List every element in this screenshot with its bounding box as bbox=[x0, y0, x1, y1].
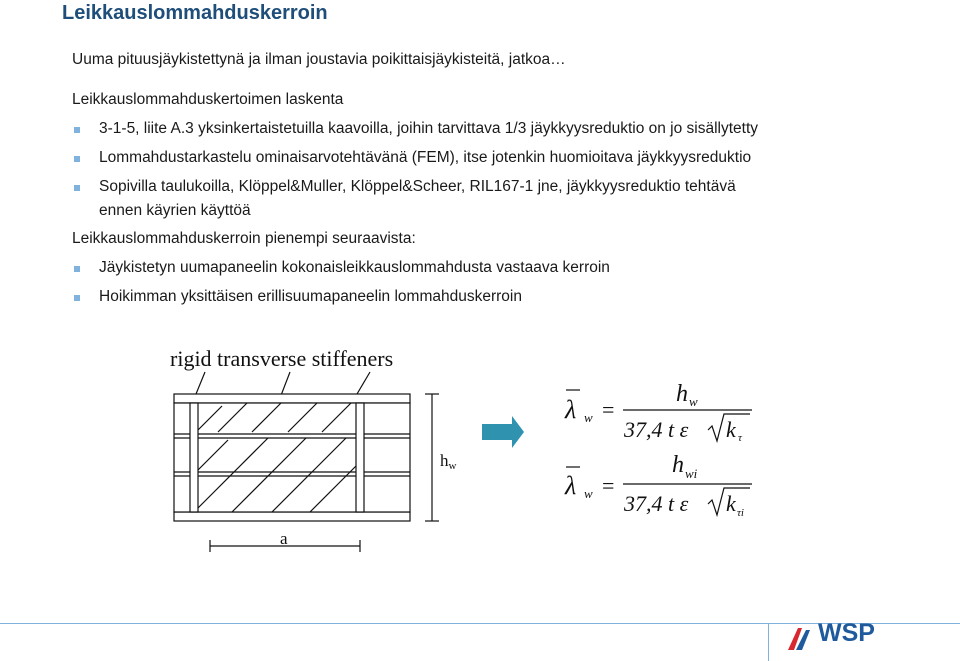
svg-text:k: k bbox=[726, 417, 736, 442]
svg-text:λ: λ bbox=[565, 395, 577, 424]
svg-text:=: = bbox=[602, 397, 615, 422]
svg-text:τi: τi bbox=[737, 507, 744, 519]
footer-tick bbox=[768, 623, 769, 661]
bullet-item: Sopivilla taulukoilla, Klöppel&Muller, Klöppel&Scheer, RIL167-1 jne, jäykkyysreduktio tehtävä bbox=[99, 178, 736, 195]
stiffeners-label: rigid transverse stiffeners bbox=[170, 346, 394, 371]
svg-text:wi: wi bbox=[685, 466, 698, 481]
svg-text:37,4 t ε: 37,4 t ε bbox=[624, 491, 689, 516]
svg-text:k: k bbox=[726, 491, 736, 516]
formula-2 bbox=[564, 452, 752, 519]
svg-text:w: w bbox=[689, 394, 698, 409]
formula-1 bbox=[564, 381, 752, 444]
wsp-logo-text: WSP bbox=[818, 619, 875, 647]
svg-text:h: h bbox=[676, 381, 688, 407]
svg-text:37,4 t ε: 37,4 t ε bbox=[624, 417, 689, 442]
bullet-item-continuation: ennen käyrien käyttöä bbox=[99, 202, 251, 219]
intro-text: Uuma pituusjäykistettynä ja ilman joustavia poikittaisjäykisteitä, jatkoa… bbox=[72, 51, 566, 68]
svg-text:h: h bbox=[672, 452, 684, 478]
bullet-item: Jäykistetyn uumapaneelin kokonaisleikkauslommahdusta vastaava kerroin bbox=[99, 259, 610, 276]
page-title: Leikkauslommahduskerroin bbox=[62, 2, 328, 24]
section2-heading: Leikkauslommahduskerroin pienempi seuraavista: bbox=[72, 230, 416, 247]
svg-text:λ: λ bbox=[565, 471, 577, 500]
a-label: a bbox=[280, 529, 288, 548]
bullet-item: Lommahdustarkastelu ominaisarvotehtävänä (FEM), itse jotenkin huomioitava jäykkyysreduktio bbox=[99, 149, 752, 166]
svg-text:τ: τ bbox=[738, 432, 742, 444]
svg-text:=: = bbox=[602, 473, 615, 498]
hw-label: hw bbox=[440, 451, 457, 472]
svg-text:w: w bbox=[584, 410, 593, 425]
bullet-item: 3-1-5, liite A.3 yksinkertaistetuilla kaavoilla, joihin tarvittava 1/3 jäykkyysreduktio on jo sisällytetty bbox=[99, 120, 759, 137]
section1-heading: Leikkauslommahduskertoimen laskenta bbox=[72, 91, 344, 108]
svg-text:w: w bbox=[584, 486, 593, 501]
bullet-item: Hoikimman yksittäisen erillisuumapaneelin lommahduskerroin bbox=[99, 288, 522, 305]
